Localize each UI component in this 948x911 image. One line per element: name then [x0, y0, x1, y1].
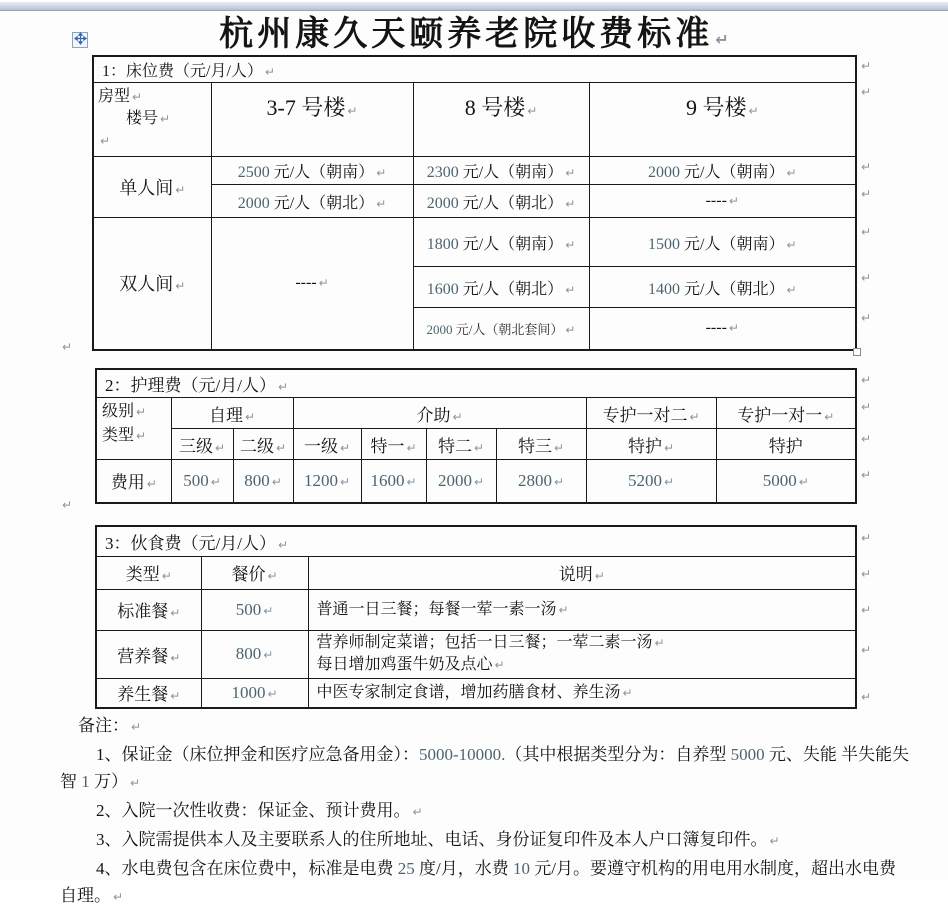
notes-heading: 备注： ↵	[78, 716, 142, 735]
care-level-header: 特一 ↵	[361, 429, 426, 460]
paragraph-mark-icon: ↵	[113, 890, 124, 904]
care-level-header: 特二 ↵	[426, 429, 496, 460]
notes-section	[60, 712, 910, 911]
note-line: 2、入院一次性收费：保证金、预计费用。 ↵	[96, 801, 423, 820]
care-group-header: 专护一对一 ↵	[716, 398, 856, 429]
paragraph-mark-icon: ↵	[728, 194, 739, 208]
paragraph-mark-icon: ↵	[494, 658, 505, 672]
row-end-mark-icon: ↵	[861, 311, 872, 325]
paragraph-mark-icon: ↵	[565, 166, 576, 180]
page-title-text: 杭州康久天颐养老院收费标准	[219, 16, 714, 53]
meal-type-cell: 营养餐 ↵	[96, 630, 201, 678]
paragraph-mark-icon: ↵	[263, 603, 274, 618]
paragraph-mark-icon: ↵	[663, 474, 675, 489]
paragraph-mark-icon: ↵	[271, 474, 282, 489]
paragraph-mark-icon: ↵	[161, 569, 172, 583]
row-end-mark-icon: ↵	[861, 531, 872, 545]
paragraph-mark-icon: ↵	[136, 405, 147, 419]
care-group-header: 专护一对二 ↵	[586, 398, 716, 429]
row-end-mark-icon: ↵	[861, 603, 872, 617]
row-end-mark-icon: ↵	[861, 85, 872, 99]
paragraph-mark-icon: ↵	[452, 409, 463, 424]
corner-col-label: 楼号	[126, 110, 159, 127]
paragraph-mark-icon: ↵	[339, 474, 351, 489]
fee-cell: 500 ↵	[171, 460, 233, 503]
row-end-mark-icon: ↵	[861, 432, 872, 446]
building-header: 3-7 号楼 ↵	[211, 83, 413, 157]
paragraph-mark-icon: ↵	[244, 409, 256, 424]
paragraph-mark-icon: ↵	[654, 636, 665, 650]
paragraph-mark-icon: ↵	[100, 134, 111, 148]
paragraph-mark-icon: ↵	[160, 112, 171, 126]
building-header: 9 号楼 ↵	[589, 83, 856, 157]
paragraph-mark-icon: ↵	[728, 321, 739, 336]
price-cell: 1400 元/人（朝北） ↵	[589, 267, 856, 308]
room-label-double: 双人间 ↵	[93, 218, 211, 350]
corner-row-label: 房型	[98, 88, 131, 105]
note-line: 3、入院需提供本人及主要联系人的住所地址、电话、身份证复印件及本人户口簿复印件。 ↵	[96, 830, 780, 849]
fee-cell: 2800 ↵	[496, 460, 586, 503]
paragraph-mark-icon: ↵	[170, 650, 181, 665]
paragraph-mark-icon: ↵	[376, 166, 387, 180]
paragraph-mark-icon: ↵	[267, 569, 278, 583]
meal-col-header: 类型 ↵	[96, 556, 201, 589]
price-cell: ---- ↵	[211, 218, 413, 350]
fee-row-label: 费用 ↵	[96, 460, 171, 503]
page-title	[0, 6, 948, 55]
fee-cell: 1600 ↵	[361, 460, 426, 503]
bed-fee-caption-cell	[93, 56, 856, 83]
corner-header-cell	[96, 398, 171, 460]
building-header: 8 号楼 ↵	[413, 83, 589, 157]
paragraph-mark-icon: ↵	[376, 196, 387, 211]
price-cell: 2000 元/人（朝北） ↵	[413, 185, 589, 218]
care-fee-table	[95, 368, 872, 504]
care-fee-caption: 2：护理费（元/月/人）	[105, 376, 276, 395]
bed-fee-caption: 1：床位费（元/月/人）	[102, 63, 263, 80]
paragraph-mark-icon: ↵	[175, 279, 186, 294]
note-line: 1、保证金（床位押金和医疗应急备用金）：5000-10000.（其中根据类型分为：自养型 5000 元、失能 半失能失	[96, 745, 910, 764]
row-end-mark-icon: ↵	[861, 690, 872, 704]
paragraph-mark-icon: ↵	[210, 474, 221, 489]
paragraph-mark-icon: ↵	[170, 606, 181, 620]
meal-fee-caption: 3：伙食费（元/月/人）	[105, 533, 276, 553]
paragraph-mark-icon: ↵	[565, 322, 576, 337]
fee-cell: 5200 ↵	[586, 460, 716, 503]
meal-type-cell: 养生餐 ↵	[96, 678, 201, 708]
paragraph-mark-icon: ↵	[715, 30, 729, 49]
meal-col-header: 餐价 ↵	[201, 556, 308, 589]
price-cell: 1500 元/人（朝南） ↵	[589, 218, 856, 267]
paragraph-mark-icon: ↵	[553, 474, 565, 489]
care-level-header: 特护	[716, 429, 856, 460]
paragraph-mark-icon: ↵	[264, 65, 275, 79]
row-end-mark-icon: ↵	[861, 187, 872, 201]
care-level-header: 一级 ↵	[293, 429, 361, 460]
care-fee-caption-cell	[96, 369, 856, 398]
row-end-mark-icon: ↵	[861, 468, 872, 482]
row-end-mark-icon: ↵	[861, 271, 872, 285]
row-end-mark-icon: ↵	[861, 400, 872, 414]
paragraph-mark-icon: ↵	[214, 440, 226, 455]
meal-price-cell: 1000 ↵	[201, 678, 308, 708]
paragraph-mark-icon: ↵	[275, 440, 287, 455]
paragraph-mark-icon: ↵	[565, 282, 576, 297]
meal-price-cell: 800 ↵	[201, 630, 308, 678]
paragraph-mark-icon: ↵	[786, 237, 797, 252]
move-arrows-icon	[75, 31, 86, 49]
note-line: 自理。 ↵	[60, 886, 124, 905]
price-cell: 2300 元/人（朝南） ↵	[413, 157, 589, 185]
table-resize-handle[interactable]	[853, 348, 861, 356]
paragraph-mark-icon: ↵	[689, 409, 700, 424]
fee-cell: 800 ↵	[233, 460, 293, 503]
paragraph-mark-icon: ↵	[558, 602, 569, 617]
row-end-mark-icon: ↵	[861, 643, 872, 657]
paragraph-mark-icon: ↵	[565, 237, 576, 252]
paragraph-mark-icon: ↵	[406, 440, 417, 455]
care-fee-grid	[95, 368, 857, 504]
paragraph-mark-icon: ↵	[267, 686, 278, 701]
paragraph-mark-icon: ↵	[175, 183, 186, 197]
paragraph-mark-icon: ↵	[798, 474, 809, 489]
corner-row-label: 级别	[102, 403, 135, 420]
paragraph-mark-icon: ↵	[132, 90, 143, 104]
paragraph-mark-icon: ↵	[136, 429, 147, 443]
paragraph-mark-icon: ↵	[473, 474, 485, 489]
meal-fee-table	[95, 525, 872, 709]
paragraph-mark-icon: ↵	[527, 104, 538, 118]
paragraph-mark-icon: ↵	[622, 685, 633, 700]
meal-price-cell: 500 ↵	[201, 589, 308, 630]
paragraph-mark-icon: ↵	[786, 166, 797, 180]
bed-fee-grid	[92, 55, 857, 351]
meal-desc-cell: 中医专家制定食谱，增加药膳食材、养生汤 ↵	[308, 678, 856, 708]
meal-col-header: 说明 ↵	[308, 556, 856, 589]
price-cell: 1800 元/人（朝南） ↵	[413, 218, 589, 267]
care-group-header: 自理 ↵	[171, 398, 293, 429]
price-cell: 2500 元/人（朝南） ↵	[211, 157, 413, 185]
paragraph-mark-icon: ↵	[277, 380, 289, 394]
fee-cell: 2000 ↵	[426, 460, 496, 503]
row-end-mark-icon: ↵	[861, 59, 872, 73]
care-level-header: 特护 ↵	[586, 429, 716, 460]
paragraph-mark-icon: ↵	[347, 104, 358, 118]
fee-cell: 5000 ↵	[716, 460, 856, 503]
care-group-header: 介助 ↵	[293, 398, 586, 429]
paragraph-mark-icon: ↵	[786, 282, 797, 297]
care-level-header: 二级 ↵	[233, 429, 293, 460]
fee-cell: 1200 ↵	[293, 460, 361, 503]
paragraph-mark-icon: ↵	[406, 474, 417, 489]
paragraph-mark-icon: ↵	[131, 720, 142, 734]
paragraph-mark-icon: ↵	[824, 409, 835, 424]
meal-fee-grid	[95, 525, 857, 709]
meal-type-cell: 标准餐 ↵	[96, 589, 201, 630]
paragraph-mark-icon: ↵	[62, 498, 73, 512]
price-cell: 2000 元/人（朝南） ↵	[589, 157, 856, 185]
price-cell: 2000 元/人（朝北） ↵	[211, 185, 413, 218]
note-line: 4、水电费包含在床位费中，标准是电费 25 度/月，水费 10 元/月。要遵守机构的用电用水制度，超出水电费	[96, 859, 896, 878]
meal-fee-caption-cell	[96, 526, 856, 556]
price-cell: ---- ↵	[589, 185, 856, 218]
bed-fee-table	[92, 55, 872, 351]
paragraph-mark-icon: ↵	[318, 276, 329, 291]
row-end-mark-icon: ↵	[861, 373, 872, 387]
paragraph-mark-icon: ↵	[473, 440, 485, 455]
room-label-single: 单人间 ↵	[93, 157, 211, 218]
row-end-mark-icon: ↵	[861, 160, 872, 174]
table-move-handle[interactable]	[72, 32, 88, 48]
paragraph-mark-icon: ↵	[565, 196, 576, 211]
price-cell: 1600 元/人（朝北） ↵	[413, 267, 589, 308]
paragraph-mark-icon: ↵	[62, 340, 73, 354]
paragraph-mark-icon: ↵	[769, 834, 780, 848]
paragraph-mark-icon: ↵	[146, 477, 157, 492]
row-end-mark-icon: ↵	[861, 567, 872, 581]
paragraph-mark-icon: ↵	[553, 440, 565, 455]
meal-desc-cell: 营养师制定菜谱；包括一日三餐；一荤二素一汤 ↵ 每日增加鸡蛋牛奶及点心 ↵	[308, 630, 856, 678]
note-line: 智 1 万） ↵	[60, 772, 141, 791]
paragraph-mark-icon: ↵	[170, 689, 181, 704]
paragraph-mark-icon: ↵	[412, 805, 423, 819]
paragraph-mark-icon: ↵	[277, 537, 289, 552]
paragraph-mark-icon: ↵	[263, 648, 274, 662]
care-level-header: 三级 ↵	[171, 429, 233, 460]
price-cell: ---- ↵	[589, 308, 856, 350]
paragraph-mark-icon: ↵	[594, 569, 605, 583]
paragraph-mark-icon: ↵	[748, 104, 759, 118]
care-level-header: 特三 ↵	[496, 429, 586, 460]
corner-col-label: 类型	[102, 427, 135, 444]
row-end-mark-icon: ↵	[861, 225, 872, 239]
paragraph-mark-icon: ↵	[663, 440, 675, 455]
meal-desc-cell: 普通一日三餐；每餐一荤一素一汤 ↵	[308, 589, 856, 630]
paragraph-mark-icon: ↵	[130, 776, 141, 790]
paragraph-mark-icon: ↵	[339, 440, 351, 455]
price-cell-suite: 2000 元/人（朝北套间） ↵	[413, 308, 589, 350]
corner-header-cell	[93, 83, 211, 157]
